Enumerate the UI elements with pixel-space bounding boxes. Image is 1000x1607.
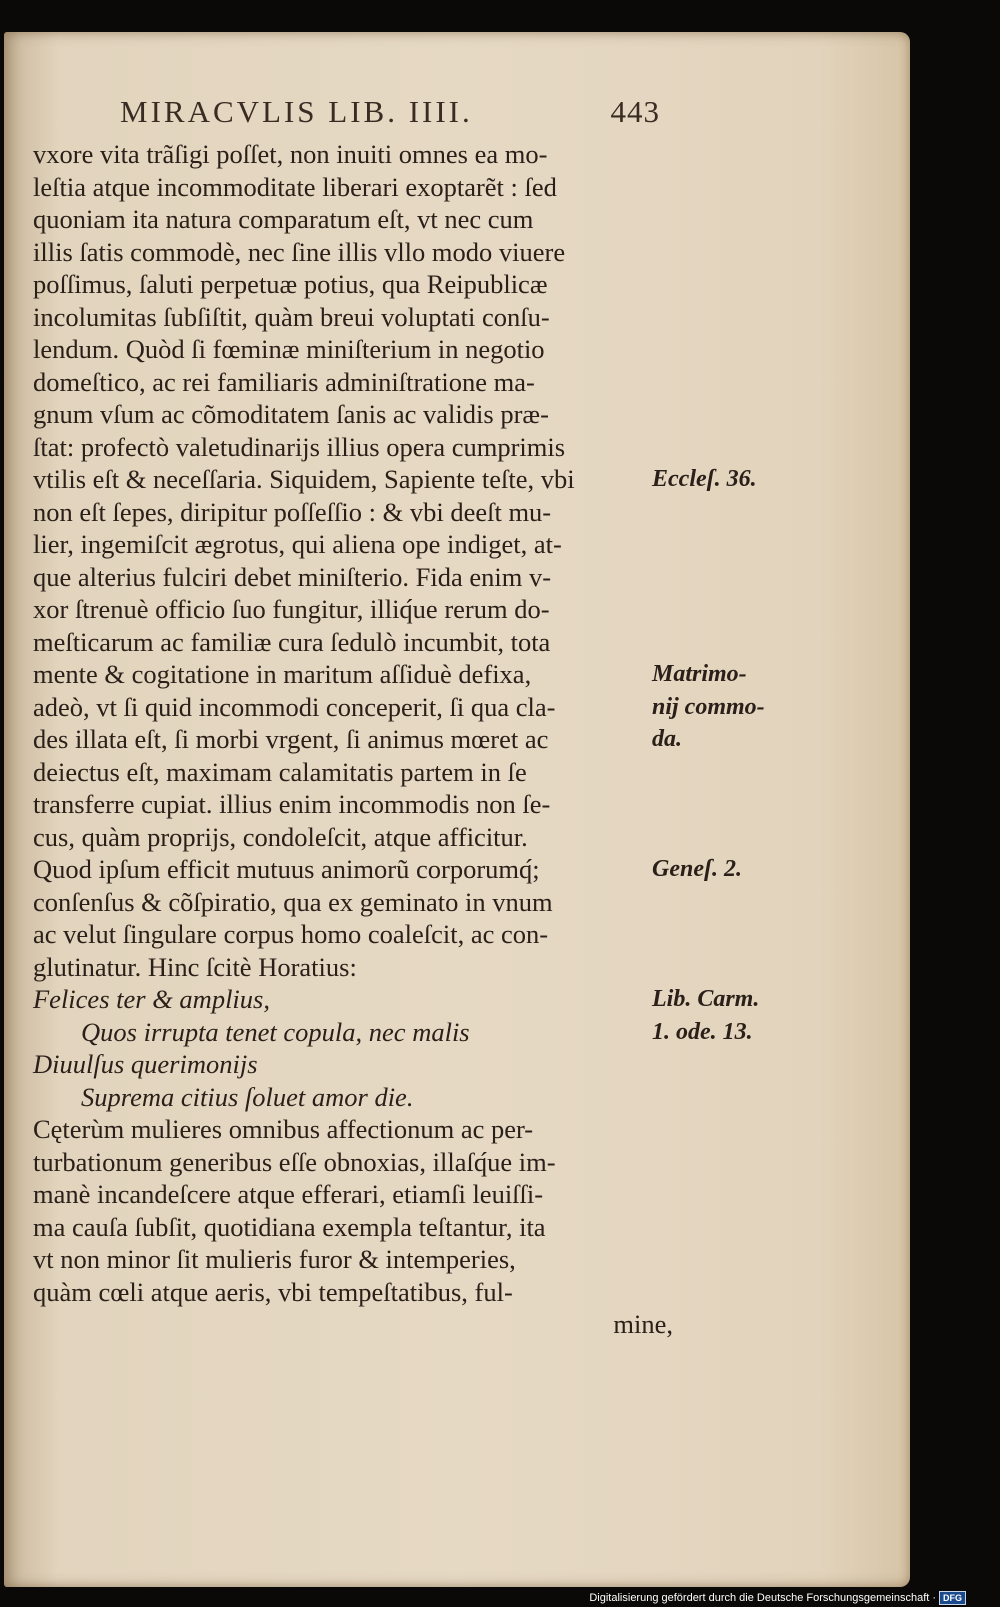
text-line: que alterius fulciri debet miniſterio. Fida enim v- — [33, 561, 552, 592]
text-line: non eſt ſepes, diripitur poſſeſſio : & vbi deeſt mu- — [33, 496, 552, 527]
text-line: domeſtico, ac rei familiaris adminiſtratione ma- — [33, 366, 535, 397]
text-line: conſenſus & cõſpiratio, qua ex geminato in vnum — [33, 886, 553, 917]
margin-note: da. — [652, 726, 682, 752]
margin-note: 1. ode. 13. — [652, 1018, 753, 1045]
margin-note: nij commo- — [652, 693, 765, 720]
text-line: adeò, vt ſi quid incommodi conceperit, ſi qua cla- — [33, 691, 556, 722]
text-line: des illata eſt, ſi morbi vrgent, ſi animus mœret ac — [33, 724, 549, 754]
text-line: incolumitas ſubſiſtit, quàm breui voluptati conſu- — [33, 301, 550, 332]
verse-line: Suprema citius ſoluet amor die. — [81, 1081, 414, 1112]
text-line: xor ſtrenuè officio ſuo fungitur, illiq́ue rerum do- — [33, 594, 550, 624]
catchword: mine, — [613, 1309, 673, 1339]
verse-line: Diuulſus querimonijs — [33, 1049, 258, 1079]
text-line: transferre cupiat. illius enim incommodis non ſe- — [33, 789, 551, 819]
credit-separator: · — [932, 1592, 936, 1604]
text-line: leſtia atque incommoditate liberari exoptarẽt : ſed — [33, 171, 557, 202]
credit-text: Digitalisierung gefördert durch die Deutsche Forschungsgemeinschaft — [589, 1592, 930, 1604]
margin-note: Lib. Carm. — [652, 986, 760, 1012]
text-line: turbationum generibus eſſe obnoxias, illaſq́ue im- — [33, 1146, 556, 1177]
text-line: glutinatur. Hinc ſcitè Horatius: — [33, 951, 357, 982]
text-line: ſtat: profectò valetudinarijs illius opera cumprimis — [33, 431, 566, 462]
text-line: deiectus eſt, maximam calamitatis partem in ſe — [33, 756, 527, 787]
text-line: Quod ipſum efficit mutuus animorũ corporumq́; — [33, 854, 540, 884]
text-line: illis ſatis commodè, nec ſine illis vllo modo viuere — [33, 236, 566, 267]
text-line: lendum. Quòd ſi fœminæ miniſterium in negotio — [33, 334, 545, 364]
text-line: quoniam ita natura comparatum eſt, vt nec cum — [33, 204, 534, 234]
digitization-credit — [589, 1591, 966, 1605]
margin-note: Geneſ. 2. — [652, 856, 742, 882]
text-line: Cęterùm mulieres omnibus affectionum ac per- — [33, 1114, 534, 1144]
text-line: ac velut ſingulare corpus homo coaleſcit, ac con- — [33, 919, 549, 949]
margin-note: Matrimo- — [652, 661, 747, 687]
text-line: cus, quàm proprijs, condoleſcit, atque afficitur. — [33, 821, 528, 852]
text-line: quàm cœli atque aeris, vbi tempeſtatibus, ful- — [33, 1276, 513, 1307]
text-line: vxore vita trãſigi poſſet, non inuiti omnes ea mo- — [33, 139, 548, 169]
text-line: gnum vſum ac cõmoditatem ſanis ac validis præ- — [33, 399, 549, 429]
page-number: 443 — [610, 94, 660, 129]
text-line: mente & cogitatione in maritum aſſiduè defixa, — [33, 659, 532, 689]
text-line: manè incandeſcere atque efferari, etiamſi leuiſſi- — [33, 1179, 544, 1209]
text-line: ma cauſa ſubſit, quotidiana exempla teſtantur, ita — [33, 1211, 546, 1242]
body-text — [33, 138, 673, 1341]
text-line: poſſimus, ſaluti perpetuæ potius, qua Reipublicæ — [33, 269, 548, 299]
verse-line: Felices ter & amplius, — [33, 984, 270, 1014]
margin-note: Eccleſ. 36. — [652, 466, 757, 492]
running-title: MIRACVLIS LIB. IIII. — [120, 94, 473, 129]
text-line: vtilis eſt & neceſſaria. Siquidem, Sapiente teſte, vbi — [33, 464, 575, 494]
verse-line: Quos irrupta tenet copula, nec malis — [81, 1016, 470, 1047]
dfg-logo-icon: DFG — [939, 1591, 966, 1605]
text-line: meſticarum ac familiæ cura ſedulò incumbit, tota — [33, 626, 551, 657]
running-head — [120, 94, 660, 130]
text-line: vt non minor ſit mulieris furor & intemperies, — [33, 1244, 516, 1274]
text-line: lier, ingemiſcit ægrotus, qui aliena ope indiget, at- — [33, 529, 562, 559]
